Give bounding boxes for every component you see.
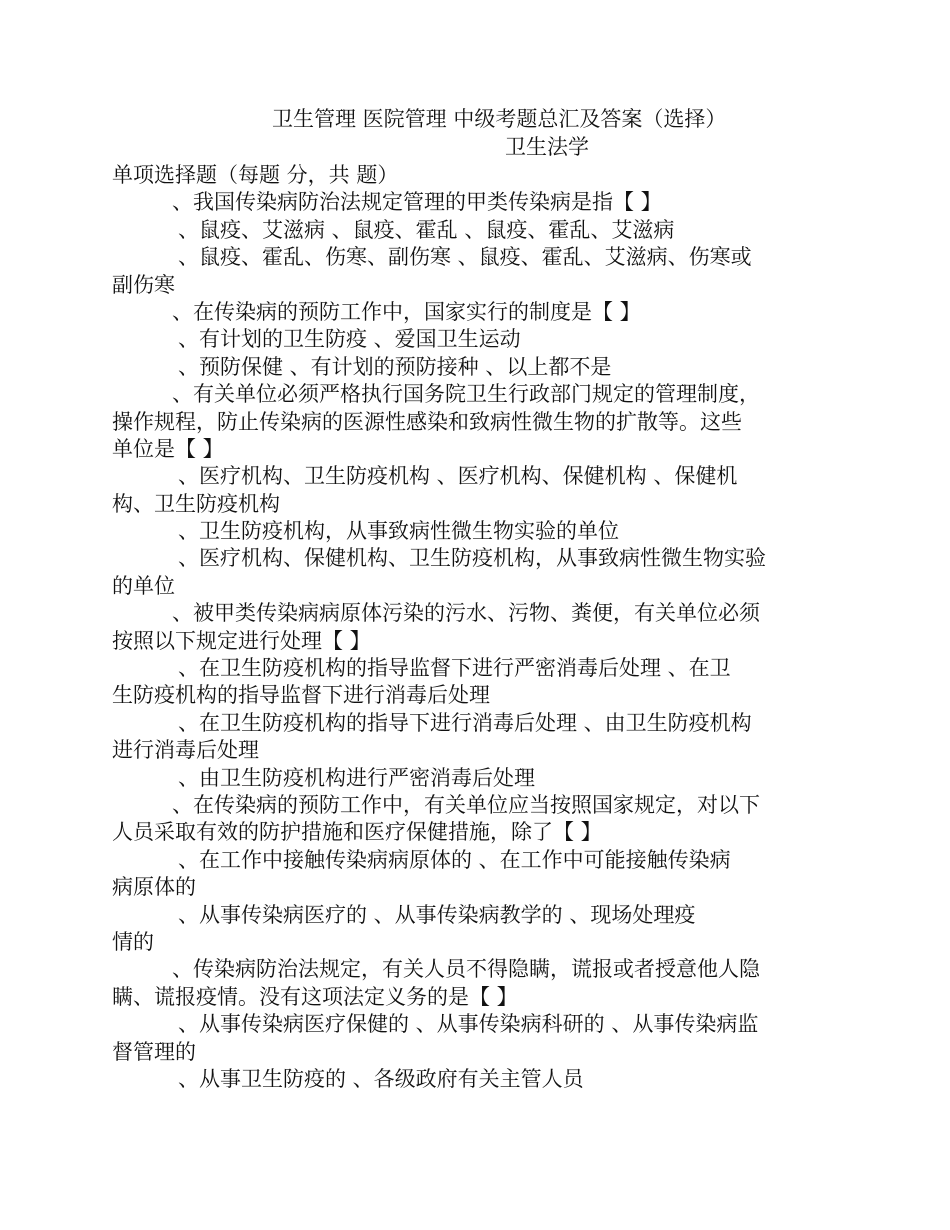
text-line: 副伤寒 <box>112 272 175 297</box>
text-line: 、在传染病的预防工作中，有关单位应当按照国家规定，对以下 <box>172 792 760 817</box>
text-line: 瞒、谎报疫情。没有这项法定义务的是【 】 <box>112 984 518 1009</box>
text-line: 督管理的 <box>112 1039 196 1064</box>
text-line: 单位是【 】 <box>112 436 224 461</box>
text-line: 、医疗机构、保健机构、卫生防疫机构，从事致病性微生物实验 <box>178 546 766 571</box>
text-line: 按照以下规定进行处理【 】 <box>112 628 371 653</box>
text-line: 病原体的 <box>112 875 196 900</box>
text-line: 、在工作中接触传染病病原体的 、在工作中可能接触传染病 <box>178 847 731 872</box>
document-title: 卫生管理 医院管理 中级考题总汇及答案（选择） <box>272 107 727 131</box>
text-line: 、在传染病的预防工作中，国家实行的制度是【 】 <box>172 299 641 324</box>
text-line: 、从事传染病医疗的 、从事传染病教学的 、现场处理疫 <box>178 902 696 927</box>
text-line: 单项选择题（每题 分，共 题） <box>112 163 399 187</box>
text-line: 、鼠疫、艾滋病 、鼠疫、霍乱 、鼠疫、霍乱、艾滋病 <box>178 217 675 242</box>
text-line: 情的 <box>112 929 154 954</box>
text-line: 的单位 <box>112 573 175 598</box>
text-line: 、由卫生防疫机构进行严密消毒后处理 <box>178 765 535 790</box>
document-subtitle: 卫生法学 <box>505 135 589 159</box>
text-line: 、我国传染病防治法规定管理的甲类传染病是指【 】 <box>172 190 662 215</box>
text-line: 、医疗机构、卫生防疫机构 、医疗机构、保健机构 、保健机 <box>178 464 738 489</box>
text-line: 、鼠疫、霍乱、伤寒、副伤寒 、鼠疫、霍乱、艾滋病、伤寒或 <box>178 245 752 270</box>
text-line: 、在卫生防疫机构的指导监督下进行严密消毒后处理 、在卫 <box>178 656 731 681</box>
text-line: 、从事传染病医疗保健的 、从事传染病科研的 、从事传染病监 <box>178 1012 759 1037</box>
text-line: 进行消毒后处理 <box>112 738 259 763</box>
text-line: 、有计划的卫生防疫 、爱国卫生运动 <box>178 327 521 352</box>
text-line: 、有关单位必须严格执行国务院卫生行政部门规定的管理制度， <box>172 382 760 407</box>
text-line: 人员采取有效的防护措施和医疗保健措施，除了【 】 <box>112 820 602 845</box>
text-line: 、预防保健 、有计划的预防接种 、以上都不是 <box>178 354 612 379</box>
text-line: 、在卫生防疫机构的指导下进行消毒后处理 、由卫生防疫机构 <box>178 710 752 735</box>
text-line: 生防疫机构的指导监督下进行消毒后处理 <box>112 683 490 708</box>
text-line: 构、卫生防疫机构 <box>112 491 280 516</box>
text-line: 、卫生防疫机构，从事致病性微生物实验的单位 <box>178 519 619 544</box>
text-line: 、从事卫生防疫的 、各级政府有关主管人员 <box>178 1066 584 1091</box>
text-line: 、传染病防治法规定，有关人员不得隐瞒，谎报或者授意他人隐 <box>172 957 760 982</box>
text-line: 、被甲类传染病病原体污染的污水、污物、粪便，有关单位必须 <box>172 601 760 626</box>
document-body <box>112 162 837 1093</box>
text-line: 操作规程，防止传染病的医源性感染和致病性微生物的扩散等。这些 <box>112 409 742 434</box>
